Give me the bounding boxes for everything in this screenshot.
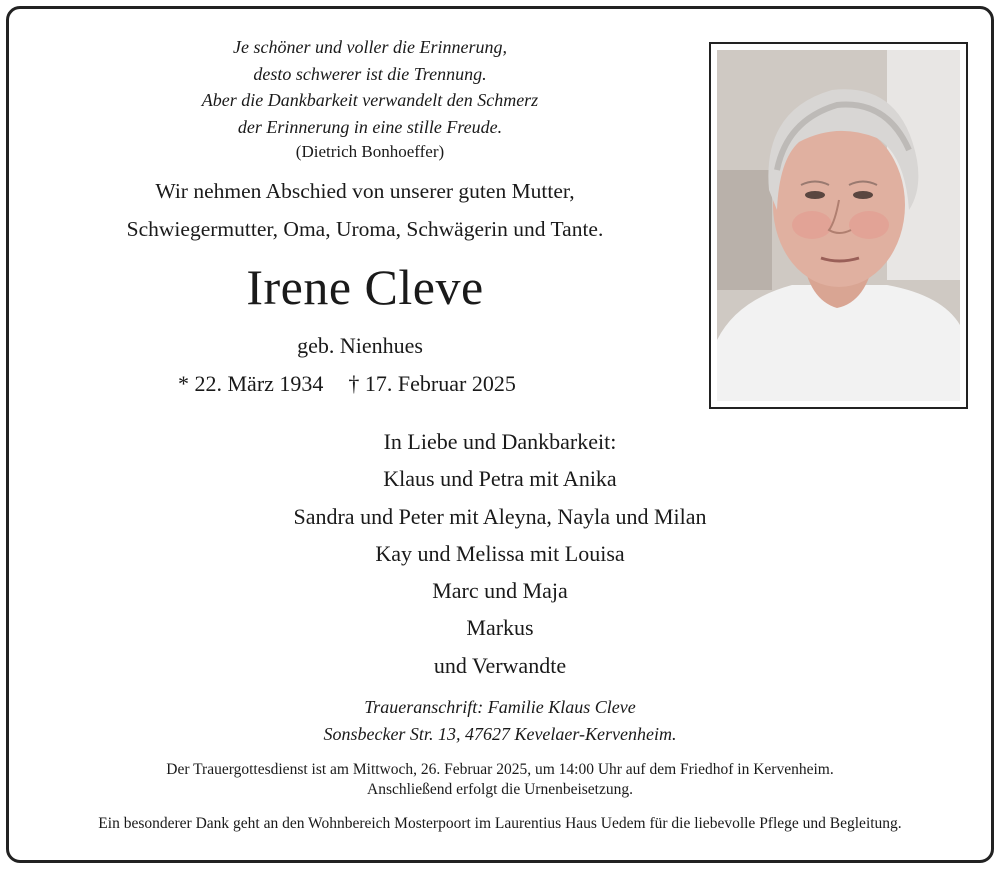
family-line: Kay und Melissa mit Louisa (375, 540, 625, 566)
quote-line: desto schwerer ist die Trennung. (253, 63, 487, 84)
intro-line: Schwiegermutter, Oma, Uroma, Schwägerin und Tante. (126, 217, 604, 241)
quote-line: der Erinnerung in eine stille Freude. (237, 116, 503, 137)
mourning-address (250, 694, 750, 748)
family-line: Markus (466, 615, 534, 641)
address-line: Sonsbecker Str. 13, 47627 Kevelaer-Kervenheim. (323, 724, 677, 744)
service-line: Der Trauergottesdienst ist am Mittwoch, 26. Februar 2025, um 14:00 Uhr auf dem Friedhof in Kervenheim. (166, 761, 834, 778)
address-line: Traueranschrift: Familie Klaus Cleve (364, 697, 636, 717)
family-list (200, 423, 800, 684)
life-dates (178, 371, 516, 397)
farewell-intro (40, 172, 690, 248)
special-thanks: Ein besonderer Dank geht an den Wohnbereich Mosterpoort im Laurentius Haus Uedem für die liebevolle Pflege und Begleitung. (98, 815, 902, 832)
family-line: Sandra und Peter mit Aleyna, Nayla und Milan (293, 503, 707, 529)
birth-date: * 22. März 1934 (178, 371, 324, 396)
death-date: † 17. Februar 2025 (348, 371, 516, 396)
funeral-service-info (50, 760, 950, 800)
family-line: und Verwandte (433, 652, 567, 678)
family-line: Marc und Maja (432, 578, 568, 604)
family-line: Klaus und Petra mit Anika (383, 466, 617, 492)
photo-frame (709, 42, 968, 409)
family-line: In Liebe und Dankbarkeit: (383, 429, 617, 454)
intro-line: Wir nehmen Abschied von unserer guten Mutter, (155, 179, 575, 203)
portrait-photo (717, 50, 960, 401)
maiden-name: geb. Nienhues (297, 333, 423, 358)
service-line: Anschließend erfolgt die Urnenbeisetzung. (367, 781, 633, 798)
quote-line: Aber die Dankbarkeit verwandelt den Schmerz (201, 90, 539, 110)
quote-author: (Dietrich Bonhoeffer) (295, 142, 445, 161)
quote-line: Je schöner und voller die Erinnerung, (233, 37, 507, 57)
deceased-name: Irene Cleve (246, 259, 484, 315)
quote (110, 34, 630, 140)
